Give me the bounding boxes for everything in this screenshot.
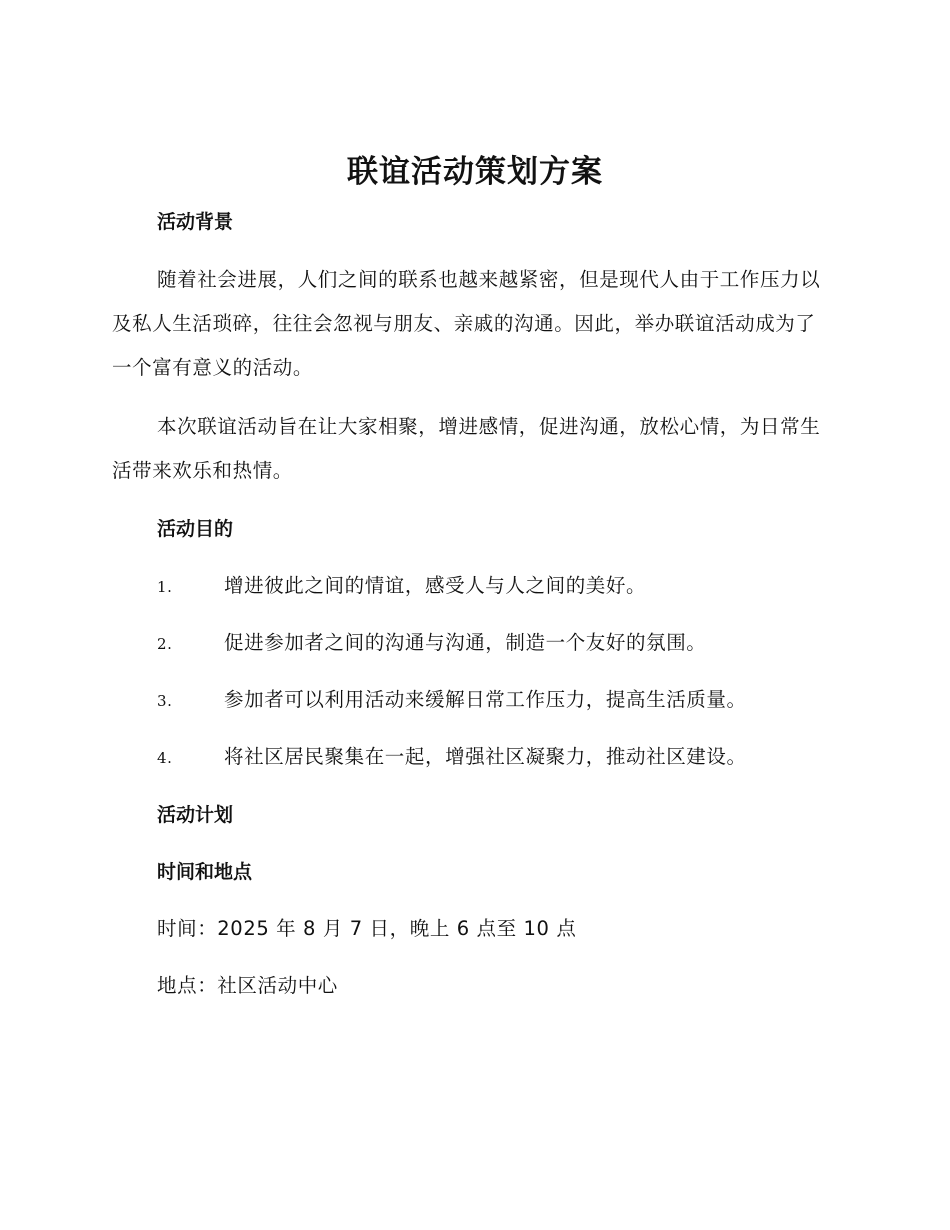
purpose-list-item-2	[157, 629, 837, 657]
document-title: 联谊活动策划方案	[347, 154, 603, 190]
list-number: 3.	[157, 692, 173, 710]
section-heading-purpose: 活动目的	[157, 518, 234, 540]
list-number: 4.	[157, 749, 173, 767]
list-number: 2.	[157, 635, 173, 653]
list-number: 1.	[157, 578, 173, 596]
event-place: 地点：社区活动中心	[157, 974, 338, 997]
list-text: 参加者可以利用活动来缓解日常工作压力，提高生活质量。	[224, 688, 747, 711]
section-heading-plan: 活动计划	[157, 804, 234, 826]
list-text: 增进彼此之间的情谊，感受人与人之间的美好。	[224, 574, 647, 597]
purpose-list-item-4	[157, 743, 837, 771]
purpose-list-item-3	[157, 686, 837, 714]
list-text: 促进参加者之间的沟通与沟通，制造一个友好的氛围。	[224, 631, 707, 654]
section-heading-background: 活动背景	[157, 211, 234, 233]
purpose-list-item-1	[157, 572, 837, 600]
event-time: 时间：2025 年 8 月 7 日，晚上 6 点至 10 点	[157, 917, 577, 940]
background-paragraph-1: 随着社会进展，人们之间的联系也越来越紧密，但是现代人由于工作压力以及私人生活琐碎，往往会忽视与朋友、亲戚的沟通。因此，举办联谊活动成为了一个富有意义的活动。	[112, 268, 821, 379]
list-text: 将社区居民聚集在一起，增强社区凝聚力，推动社区建设。	[224, 745, 747, 768]
background-paragraph-2: 本次联谊活动旨在让大家相聚，增进感情，促进沟通，放松心情，为日常生活带来欢乐和热情。	[112, 415, 821, 482]
section-heading-time-place: 时间和地点	[157, 861, 253, 883]
